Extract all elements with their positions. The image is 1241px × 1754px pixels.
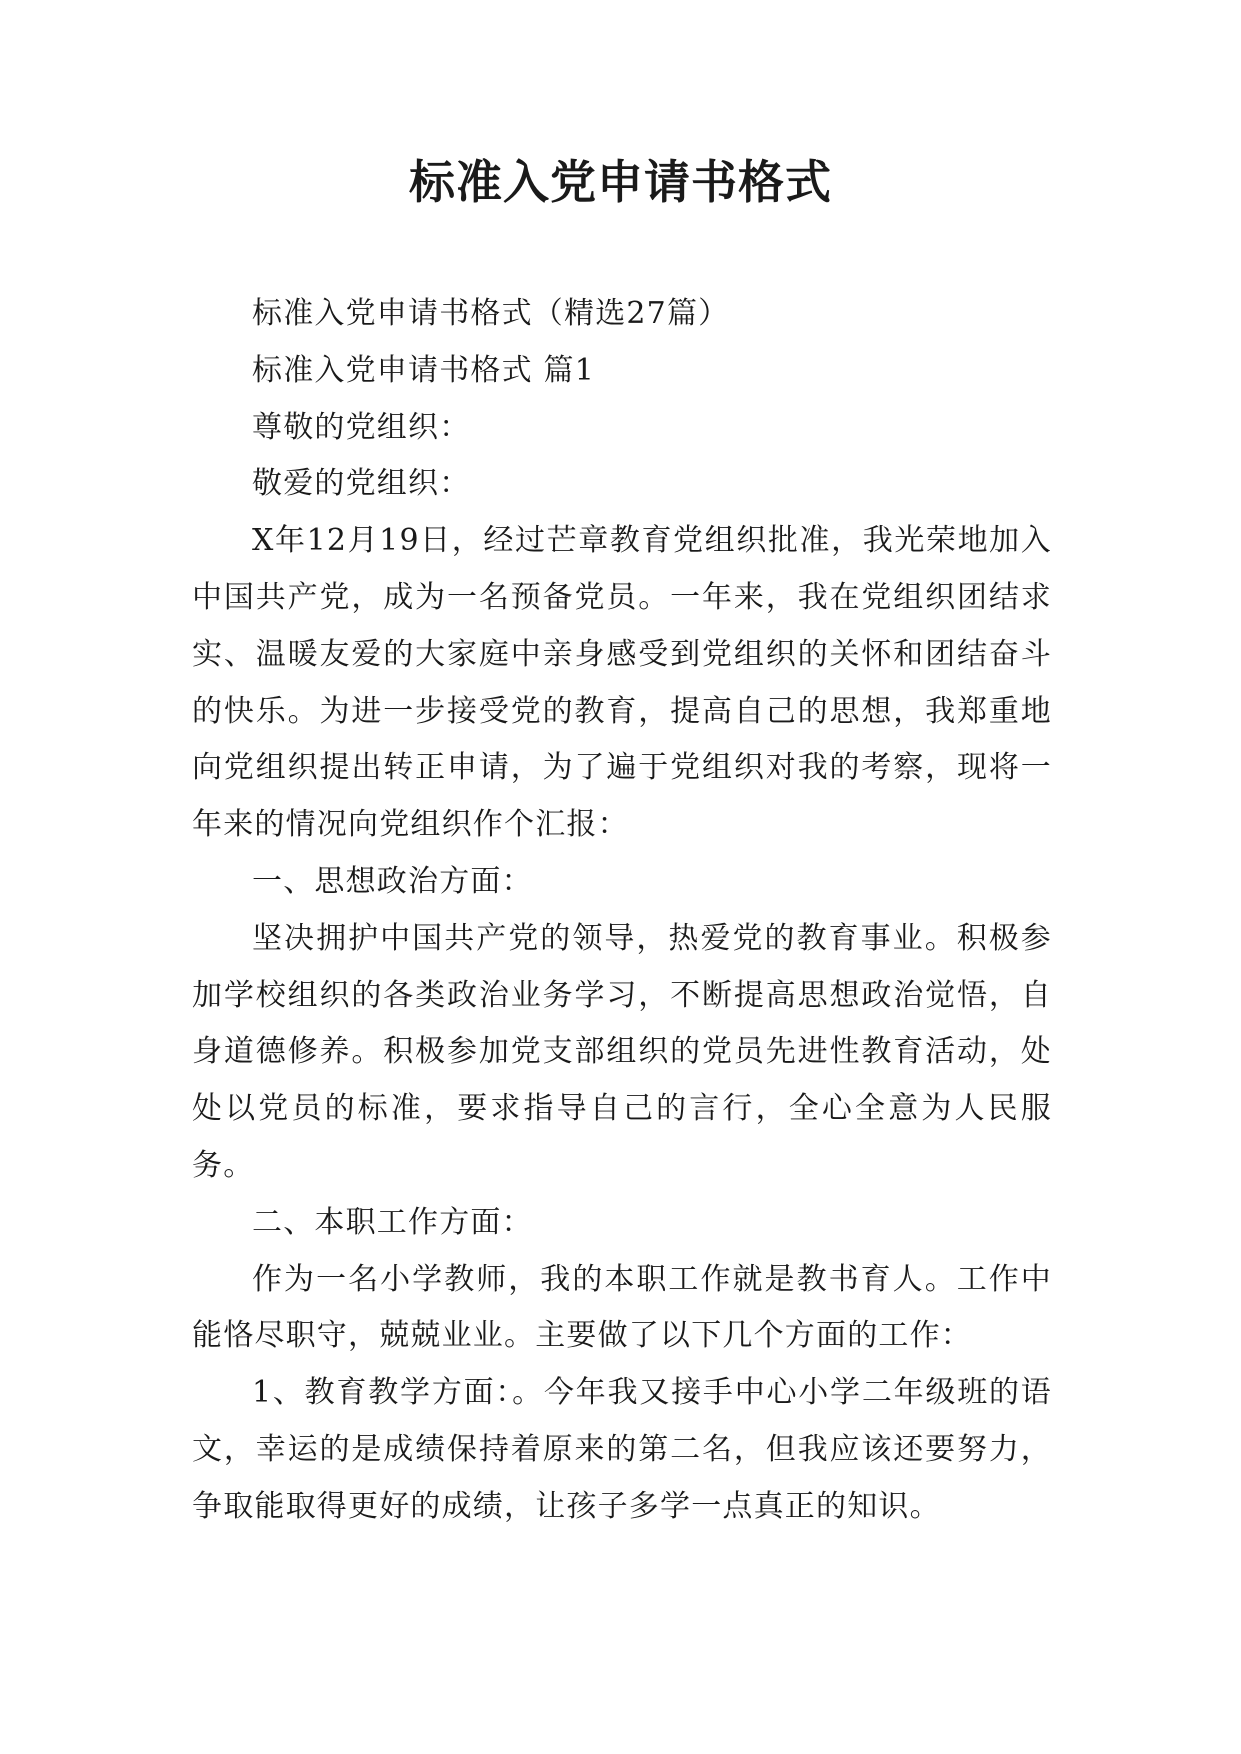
paragraph-work: 作为一名小学教师，我的本职工作就是教书育人。工作中能恪尽职守，兢兢业业。主要做了以下几个方面的工作： xyxy=(192,1261,1052,1354)
paragraph-political: 坚决拥护中国共产党的领导，热爱党的教育事业。积极参加学校组织的各类政治业务学习，不断提高思想政治觉悟，自身道德修养。积极参加党支部组织的党员先进性教育活动，处处以党员的标准，要求指导自己的言行，全心全意为人民服务。 xyxy=(192,920,1052,1183)
paragraph-salutation-2: 敬爱的党组织： xyxy=(252,466,471,502)
paragraph-heading-work: 二、本职工作方面： xyxy=(252,1204,533,1240)
paragraph-heading-political: 一、思想政治方面： xyxy=(252,863,533,899)
paragraph-introduction: X年12月19日，经过芒章教育党组织批准，我光荣地加入中国共产党，成为一名预备党员。一年来，我在党组织团结求实、温暖友爱的大家庭中亲身感受到党组织的关怀和团结奋斗的快乐。为进一步接受党的教育，提高自己的思想，我郑重地向党组织提出转正申请，为了遍于党组织对我的考察，现将一年来的情况向党组织作个汇报： xyxy=(192,523,1052,843)
paragraph-salutation-1: 尊敬的党组织： xyxy=(252,409,471,445)
paragraph-section-heading: 标准入党申请书格式 篇1 xyxy=(252,352,596,388)
paragraph-teaching: 1、教育教学方面：。今年我又接手中心小学二年级班的语文，幸运的是成绩保持着原来的第二名，但我应该还要努力，争取能取得更好的成绩，让孩子多学一点真正的知识。 xyxy=(192,1375,1052,1524)
paragraph-subtitle: 标准入党申请书格式（精选27篇） xyxy=(252,296,730,331)
document-title: 标准入党申请书格式 xyxy=(409,155,832,209)
document-body xyxy=(192,286,1052,1536)
